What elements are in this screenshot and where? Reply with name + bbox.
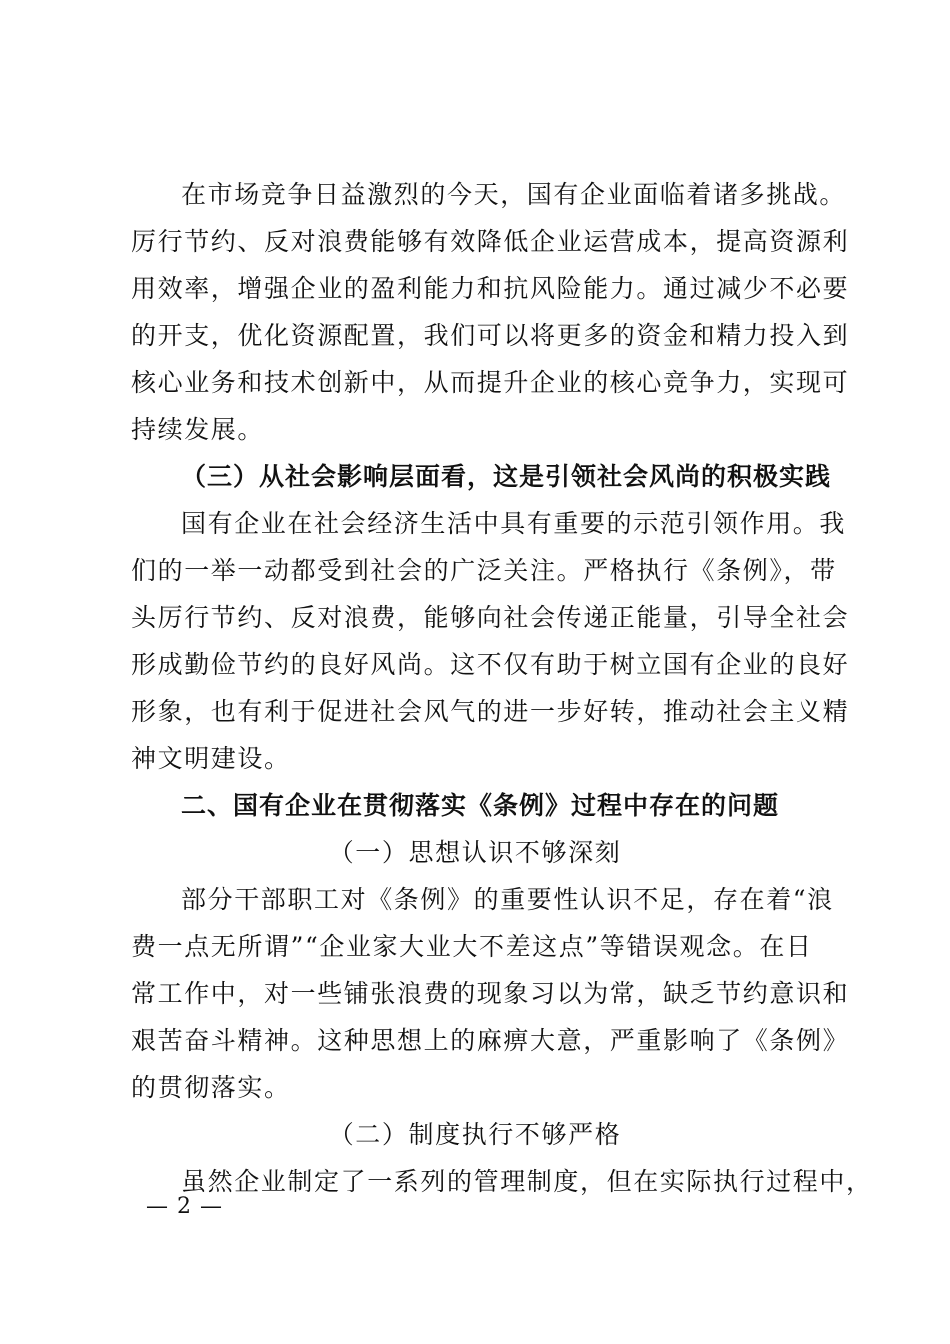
section-2-heading: 二、国有企业在贯彻落实《条例》过程中存在的问题 [181, 791, 780, 820]
paragraph-2-line-6: 神文明建设。 [131, 744, 291, 773]
paragraph-3-line-1: 部分干部职工对《条例》的重要性认识不足，存在着“浪 [181, 885, 834, 914]
paragraph-3-line-2: 费一点无所谓”“企业家大业大不差这点”等错误观念。在日 [131, 932, 813, 961]
heading-3: （三）从社会影响层面看，这是引领社会风尚的积极实践 [181, 462, 832, 491]
paragraph-1-line-1: 在市场竞争日益激烈的今天，国有企业面临着诸多挑战。 [181, 180, 847, 209]
paragraph-1-line-2: 厉行节约、反对浪费能够有效降低企业运营成本，提高资源利 [131, 227, 850, 256]
paragraph-1-line-3: 用效率，增强企业的盈利能力和抗风险能力。通过减少不必要 [131, 274, 850, 303]
paragraph-2-line-1: 国有企业在社会经济生活中具有重要的示范引领作用。我 [181, 509, 847, 538]
paragraph-3-line-3: 常工作中，对一些铺张浪费的现象习以为常，缺乏节约意识和 [131, 979, 850, 1008]
paragraph-3-line-4: 艰苦奋斗精神。这种思想上的麻痹大意，严重影响了《条例》 [131, 1026, 850, 1055]
paragraph-3-line-5: 的贯彻落实。 [131, 1073, 291, 1102]
paragraph-1-line-6: 持续发展。 [131, 415, 265, 444]
page-number: — 2 — [146, 1194, 223, 1219]
paragraph-2-line-2: 们的一举一动都受到社会的广泛关注。严格执行《条例》，带 [131, 556, 837, 585]
subheading-1: （一）思想认识不够深刻 [328, 838, 622, 867]
paragraph-2-line-4: 形成勤俭节约的良好风尚。这不仅有助于树立国有企业的良好 [131, 650, 850, 679]
paragraph-1-line-5: 核心业务和技术创新中，从而提升企业的核心竞争力，实现可 [131, 368, 850, 397]
paragraph-2-line-3: 头厉行节约、反对浪费，能够向社会传递正能量，引导全社会 [131, 603, 850, 632]
paragraph-4-line-1: 虽然企业制定了一系列的管理制度，但在实际执行过程中， [181, 1167, 873, 1196]
paragraph-1-line-4: 的开支，优化资源配置，我们可以将更多的资金和精力投入到 [131, 321, 850, 350]
subheading-2: （二）制度执行不够严格 [328, 1120, 622, 1149]
paragraph-2-line-5: 形象，也有利于促进社会风气的进一步好转，推动社会主义精 [131, 697, 850, 726]
